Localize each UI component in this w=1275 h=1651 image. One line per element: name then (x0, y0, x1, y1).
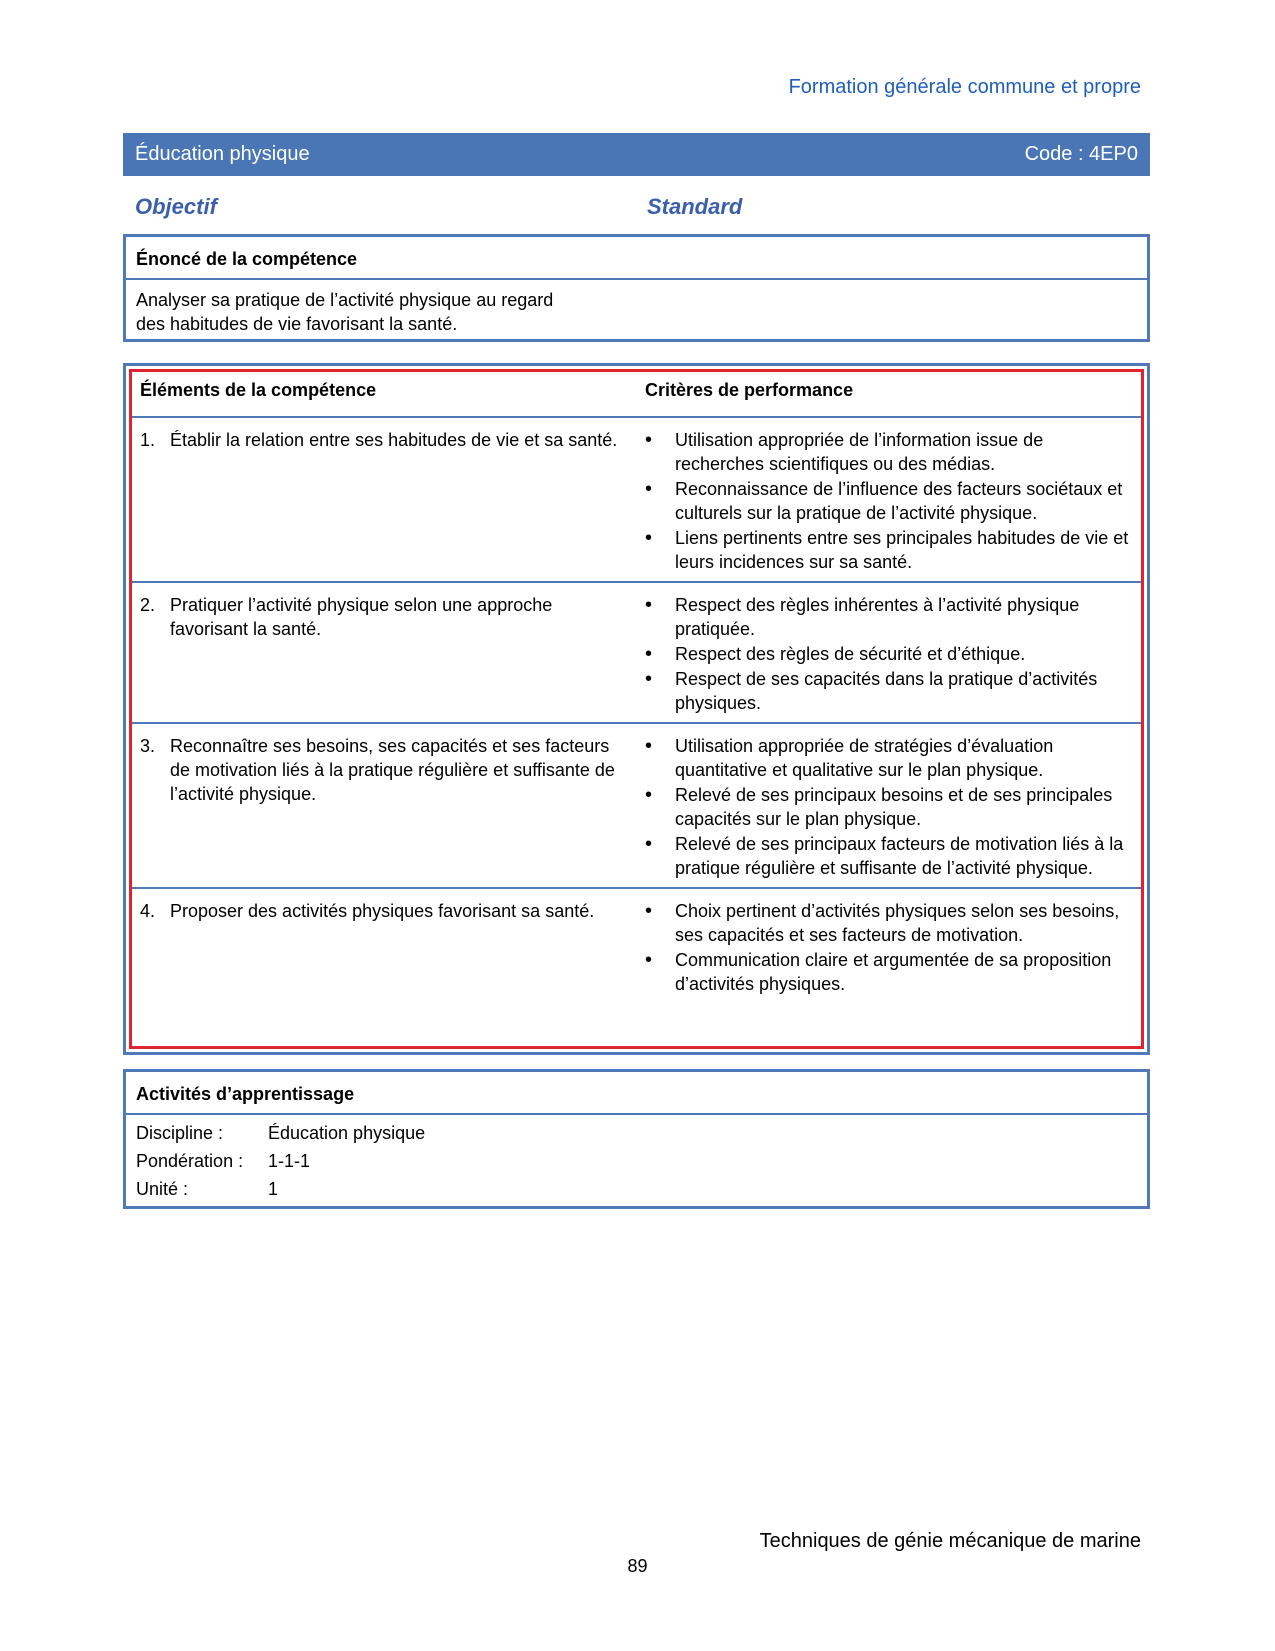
criterion-text: Respect des règles de sécurité et d’éthique. (675, 644, 1026, 664)
criterion-text: Respect des règles inhérentes à l’activité physique pratiquée. (675, 595, 1080, 639)
bullet-icon (645, 428, 675, 476)
learning-activities-heading: Activités d’apprentissage (126, 1072, 1147, 1115)
discipline-label: Discipline : (136, 1123, 224, 1143)
criterion-text: Relevé de ses principaux facteurs de motivation liés à la pratique régulière et suffisante de l’activité physique. (675, 834, 1124, 878)
competence-element (140, 899, 629, 923)
criterion-text: Liens pertinents entre ses principales habitudes de vie et leurs incidences sur sa santé. (675, 528, 1129, 572)
page-number: 89 (627, 1556, 648, 1576)
criteria-cell (637, 888, 1141, 1003)
discipline-value: Éducation physique (268, 1123, 426, 1143)
competence-element (140, 734, 629, 806)
bullet-icon (645, 593, 675, 641)
discipline-line (136, 1121, 1137, 1149)
criterion-text: Utilisation appropriée de l’information issue de recherches scientifiques ou des médias. (675, 430, 1044, 474)
bullet-icon (645, 899, 675, 947)
element-cell (132, 582, 637, 723)
element-text: Pratiquer l’activité physique selon une approche favorisant la santé. (170, 595, 553, 639)
ponderation-value: 1-1-1 (268, 1151, 311, 1171)
competence-row (132, 723, 1141, 888)
criterion-item (645, 593, 1133, 641)
competence-statement-line: Analyser sa pratique de l’activité physique au regard (136, 290, 554, 310)
ponderation-line (136, 1149, 1137, 1177)
program-footer: Techniques de génie mécanique de marine (759, 1530, 1141, 1552)
unite-label: Unité : (136, 1179, 189, 1199)
course-title-bar (123, 133, 1150, 176)
element-cell (132, 417, 637, 582)
element-text: Établir la relation entre ses habitudes de vie et sa santé. (170, 430, 618, 450)
col-header-elements: Éléments de la compétence (132, 372, 637, 417)
element-text: Reconnaître ses besoins, ses capacités et ses facteurs de motivation liés à la pratique régulière et suffisante de l’activité physique. (170, 736, 615, 804)
bullet-icon (645, 832, 675, 880)
bullet-icon (645, 526, 675, 574)
criterion-item (645, 667, 1133, 715)
criterion-text: Relevé de ses principaux besoins et de ses principales capacités sur le plan physique. (675, 785, 1113, 829)
criterion-item (645, 948, 1133, 996)
criterion-item (645, 783, 1133, 831)
criteria-cell (637, 723, 1141, 888)
criteria-cell (637, 417, 1141, 582)
learning-activities-body (126, 1115, 1147, 1213)
learning-activities-box (123, 1069, 1150, 1209)
competence-statement-text (126, 280, 1147, 344)
competence-element (140, 593, 629, 641)
ponderation-label: Pondération : (136, 1151, 244, 1171)
bullet-icon (645, 948, 675, 996)
course-code: Code : 4EP0 (1024, 143, 1138, 165)
element-number: 3. (140, 736, 156, 756)
competence-row (132, 888, 1141, 1003)
competence-element (140, 428, 629, 452)
unite-line (136, 1177, 1137, 1205)
competence-statement-box (123, 234, 1150, 342)
competence-elements-box (123, 363, 1150, 1055)
running-head: Formation générale commune et propre (788, 76, 1141, 98)
competence-row (132, 417, 1141, 582)
competence-row (132, 582, 1141, 723)
standard-label: Standard (647, 194, 743, 219)
element-number: 2. (140, 595, 156, 615)
criterion-text: Communication claire et argumentée de sa proposition d’activités physiques. (675, 950, 1112, 994)
objective-label: Objectif (135, 194, 217, 219)
competence-statement-heading: Énoncé de la compétence (126, 237, 1147, 280)
bullet-icon (645, 477, 675, 525)
criterion-text: Choix pertinent d’activités physiques selon ses besoins, ses capacités et ses facteurs de motivation. (675, 901, 1120, 945)
criterion-item (645, 428, 1133, 476)
criteria-list (645, 593, 1133, 715)
criterion-text: Respect de ses capacités dans la pratique d’activités physiques. (675, 669, 1098, 713)
element-cell (132, 888, 637, 1003)
criterion-item (645, 734, 1133, 782)
objective-row (135, 194, 743, 220)
criterion-item (645, 899, 1133, 947)
criterion-text: Reconnaissance de l’influence des facteurs sociétaux et culturels sur la pratique de l’activité physique. (675, 479, 1123, 523)
criterion-item (645, 526, 1133, 574)
competence-table (132, 372, 1141, 1003)
unite-value: 1 (268, 1179, 279, 1199)
element-number: 1. (140, 430, 156, 450)
bullet-icon (645, 783, 675, 831)
element-cell (132, 723, 637, 888)
criteria-cell (637, 582, 1141, 723)
criterion-text: Utilisation appropriée de stratégies d’évaluation quantitative et qualitative sur le plan physique. (675, 736, 1054, 780)
criteria-list (645, 899, 1133, 996)
criterion-item (645, 477, 1133, 525)
competence-statement-line: des habitudes de vie favorisant la santé. (136, 314, 458, 334)
element-text: Proposer des activités physiques favorisant sa santé. (170, 901, 595, 921)
bullet-icon (645, 642, 675, 666)
criterion-item (645, 642, 1133, 666)
criterion-item (645, 832, 1133, 880)
criteria-list (645, 428, 1133, 574)
competence-elements-frame (129, 369, 1144, 1049)
criteria-list (645, 734, 1133, 880)
col-header-criteria: Critères de performance (637, 372, 1141, 417)
element-number: 4. (140, 901, 156, 921)
course-title: Éducation physique (135, 143, 310, 165)
bullet-icon (645, 667, 675, 715)
bullet-icon (645, 734, 675, 782)
